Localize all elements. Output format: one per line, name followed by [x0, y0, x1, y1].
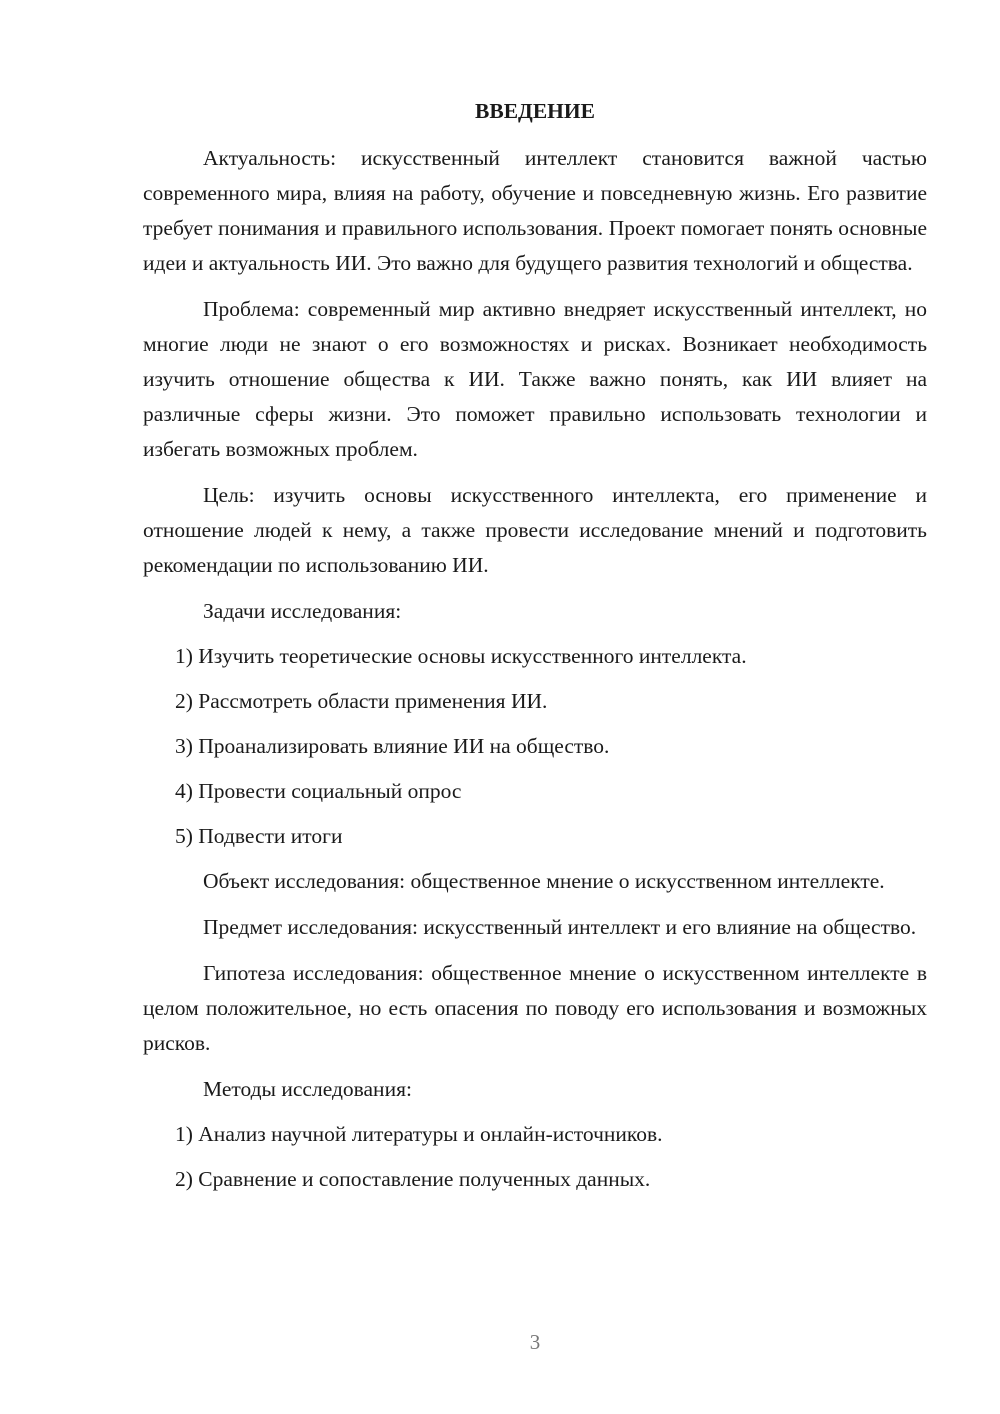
relevance-paragraph: Актуальность: искусственный интеллект становится важной частью современного мира, влияя на работу, обучение и повседневную жизнь. Его развитие требует понимания и правильного использования. Проект помогает понять основные идеи и актуальность ИИ. Это важно для будущего развития технологий и общества.: [143, 146, 927, 275]
hypothesis-paragraph: Гипотеза исследования: общественное мнение о искусственном интеллекте в целом положительное, но есть опасения по поводу его использования и возможных рисков.: [143, 961, 927, 1055]
list-item: 1) Изучить теоретические основы искусственного интеллекта.: [175, 644, 747, 668]
methods-heading: Методы исследования:: [203, 1077, 412, 1101]
subject-paragraph: Предмет исследования: искусственный интеллект и его влияние на общество.: [203, 915, 917, 939]
tasks-heading: Задачи исследования:: [203, 599, 402, 623]
page-title: ВВЕДЕНИЕ: [475, 99, 595, 123]
object-paragraph: Объект исследования: общественное мнение о искусственном интеллекте.: [203, 869, 885, 893]
goal-paragraph: Цель: изучить основы искусственного интеллекта, его применение и отношение людей к нему, а также провести исследование мнений и подготовить рекомендации по использованию ИИ.: [143, 483, 927, 577]
list-item: 3) Проанализировать влияние ИИ на общество.: [175, 734, 610, 758]
list-item: 2) Рассмотреть области применения ИИ.: [175, 689, 548, 713]
methods-list: [143, 1117, 927, 1197]
problem-paragraph: Проблема: современный мир активно внедряет искусственный интеллект, но многие люди не знают о его возможностях и рисках. Возникает необходимость изучить отношение общества к ИИ. Также важно понять, как ИИ влияет на различные сферы жизни. Это поможет правильно использовать технологии и избегать возможных проблем.: [143, 297, 927, 461]
list-item: 2) Сравнение и сопоставление полученных данных.: [175, 1167, 651, 1191]
tasks-list: [143, 639, 927, 854]
page-number: 3: [529, 1330, 541, 1354]
document-page: [143, 94, 927, 1207]
list-item: 4) Провести социальный опрос: [175, 779, 462, 803]
list-item: 1) Анализ научной литературы и онлайн-источников.: [175, 1122, 663, 1146]
list-item: 5) Подвести итоги: [175, 824, 343, 848]
